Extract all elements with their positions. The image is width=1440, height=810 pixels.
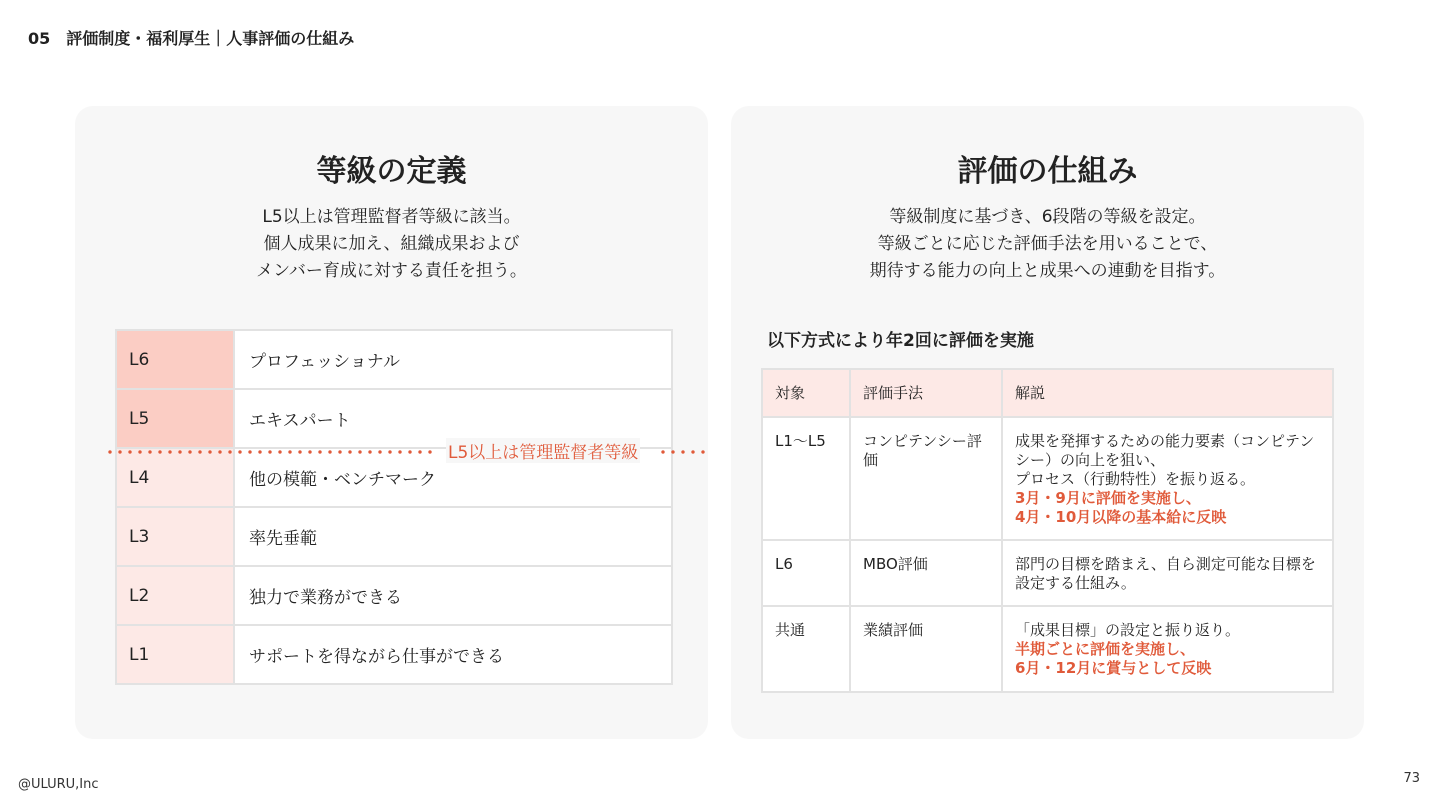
grade-row: [116, 625, 672, 684]
description-line: 等級制度に基づき、6段階の等級を設定。: [889, 207, 1206, 227]
description-line: 個人成果に加え、組織成果および: [263, 234, 520, 254]
grade-definition-panel: [75, 106, 708, 739]
grade-label: サポートを得ながら仕事ができる: [234, 625, 672, 684]
description-cell: [1002, 606, 1333, 692]
grade-table: [115, 329, 673, 685]
highlight-text: 半期ごとに評価を実施し、: [1015, 640, 1196, 658]
description-text: 「成果目標」の設定と振り返り。: [1015, 621, 1241, 639]
grade-label: 他の模範・ベンチマーク: [234, 448, 672, 507]
grade-definition-title: 等級の定義: [316, 154, 467, 189]
description-cell: [1002, 540, 1333, 606]
description-text: プロセス（行動特性）を振り返る。: [1015, 470, 1256, 488]
grade-code: L2: [116, 566, 234, 625]
page-number: 73: [1403, 771, 1420, 786]
grade-definition-description: [75, 204, 708, 285]
grade-code: L6: [116, 330, 234, 389]
description-line: 期待する能力の向上と成果への連動を目指す。: [869, 261, 1226, 281]
table-row: [762, 606, 1333, 692]
grade-code: L4: [116, 448, 234, 507]
table-header-row: [762, 369, 1333, 417]
grade-label: プロフェッショナル: [234, 330, 672, 389]
evaluation-system-panel: [731, 106, 1364, 739]
grade-row: [116, 330, 672, 389]
evaluation-system-description: [731, 204, 1364, 285]
description-line: L5以上は管理監督者等級に該当。: [262, 207, 521, 227]
table-row: [762, 540, 1333, 606]
target-cell: L1〜L5: [762, 417, 850, 540]
dotted-segment: [105, 450, 438, 454]
grade-row: [116, 507, 672, 566]
table-row: [762, 417, 1333, 540]
management-threshold-label: L5以上は管理監督者等級: [446, 438, 640, 463]
evaluation-table: [761, 368, 1334, 693]
target-cell: 共通: [762, 606, 850, 692]
grade-label: 独力で業務ができる: [234, 566, 672, 625]
highlight-text: 6月・12月に賞与として反映: [1015, 659, 1212, 677]
highlight-text: 4月・10月以降の基本給に反映: [1015, 508, 1227, 526]
grade-code: L5: [116, 389, 234, 448]
column-header-target: 対象: [762, 369, 850, 417]
grade-code: L3: [116, 507, 234, 566]
method-cell: 業績評価: [850, 606, 1002, 692]
grade-label: 率先垂範: [234, 507, 672, 566]
grade-label: エキスパート: [234, 389, 672, 448]
section-number: 05: [28, 29, 51, 48]
description-cell: [1002, 417, 1333, 540]
column-header-description: 解説: [1002, 369, 1333, 417]
slide-title: 評価制度・福利厚生｜人事評価の仕組み: [66, 29, 355, 48]
description-text: 成果を発揮するための能力要素（コンピテンシー）の向上を狙い、: [1015, 432, 1315, 469]
dotted-segment: [658, 450, 708, 454]
target-cell: L6: [762, 540, 850, 606]
column-header-method: 評価手法: [850, 369, 1002, 417]
method-cell: MBO評価: [850, 540, 1002, 606]
evaluation-system-title: 評価の仕組み: [957, 154, 1138, 189]
description-line: 等級ごとに応じた評価手法を用いることで、: [877, 234, 1218, 254]
description-line: メンバー育成に対する責任を担う。: [256, 261, 527, 281]
description-text: 部門の目標を踏まえ、自ら測定可能な目標を設定する仕組み。: [1015, 555, 1316, 592]
grade-code: L1: [116, 625, 234, 684]
company-credit: @ULURU,Inc: [18, 777, 99, 792]
evaluation-subtitle: 以下方式により年2回に評価を実施: [767, 331, 1034, 351]
method-cell: コンピテンシー評価: [850, 417, 1002, 540]
highlight-text: 3月・9月に評価を実施し、: [1015, 489, 1201, 507]
grade-row: [116, 566, 672, 625]
slide-header: [28, 26, 354, 49]
